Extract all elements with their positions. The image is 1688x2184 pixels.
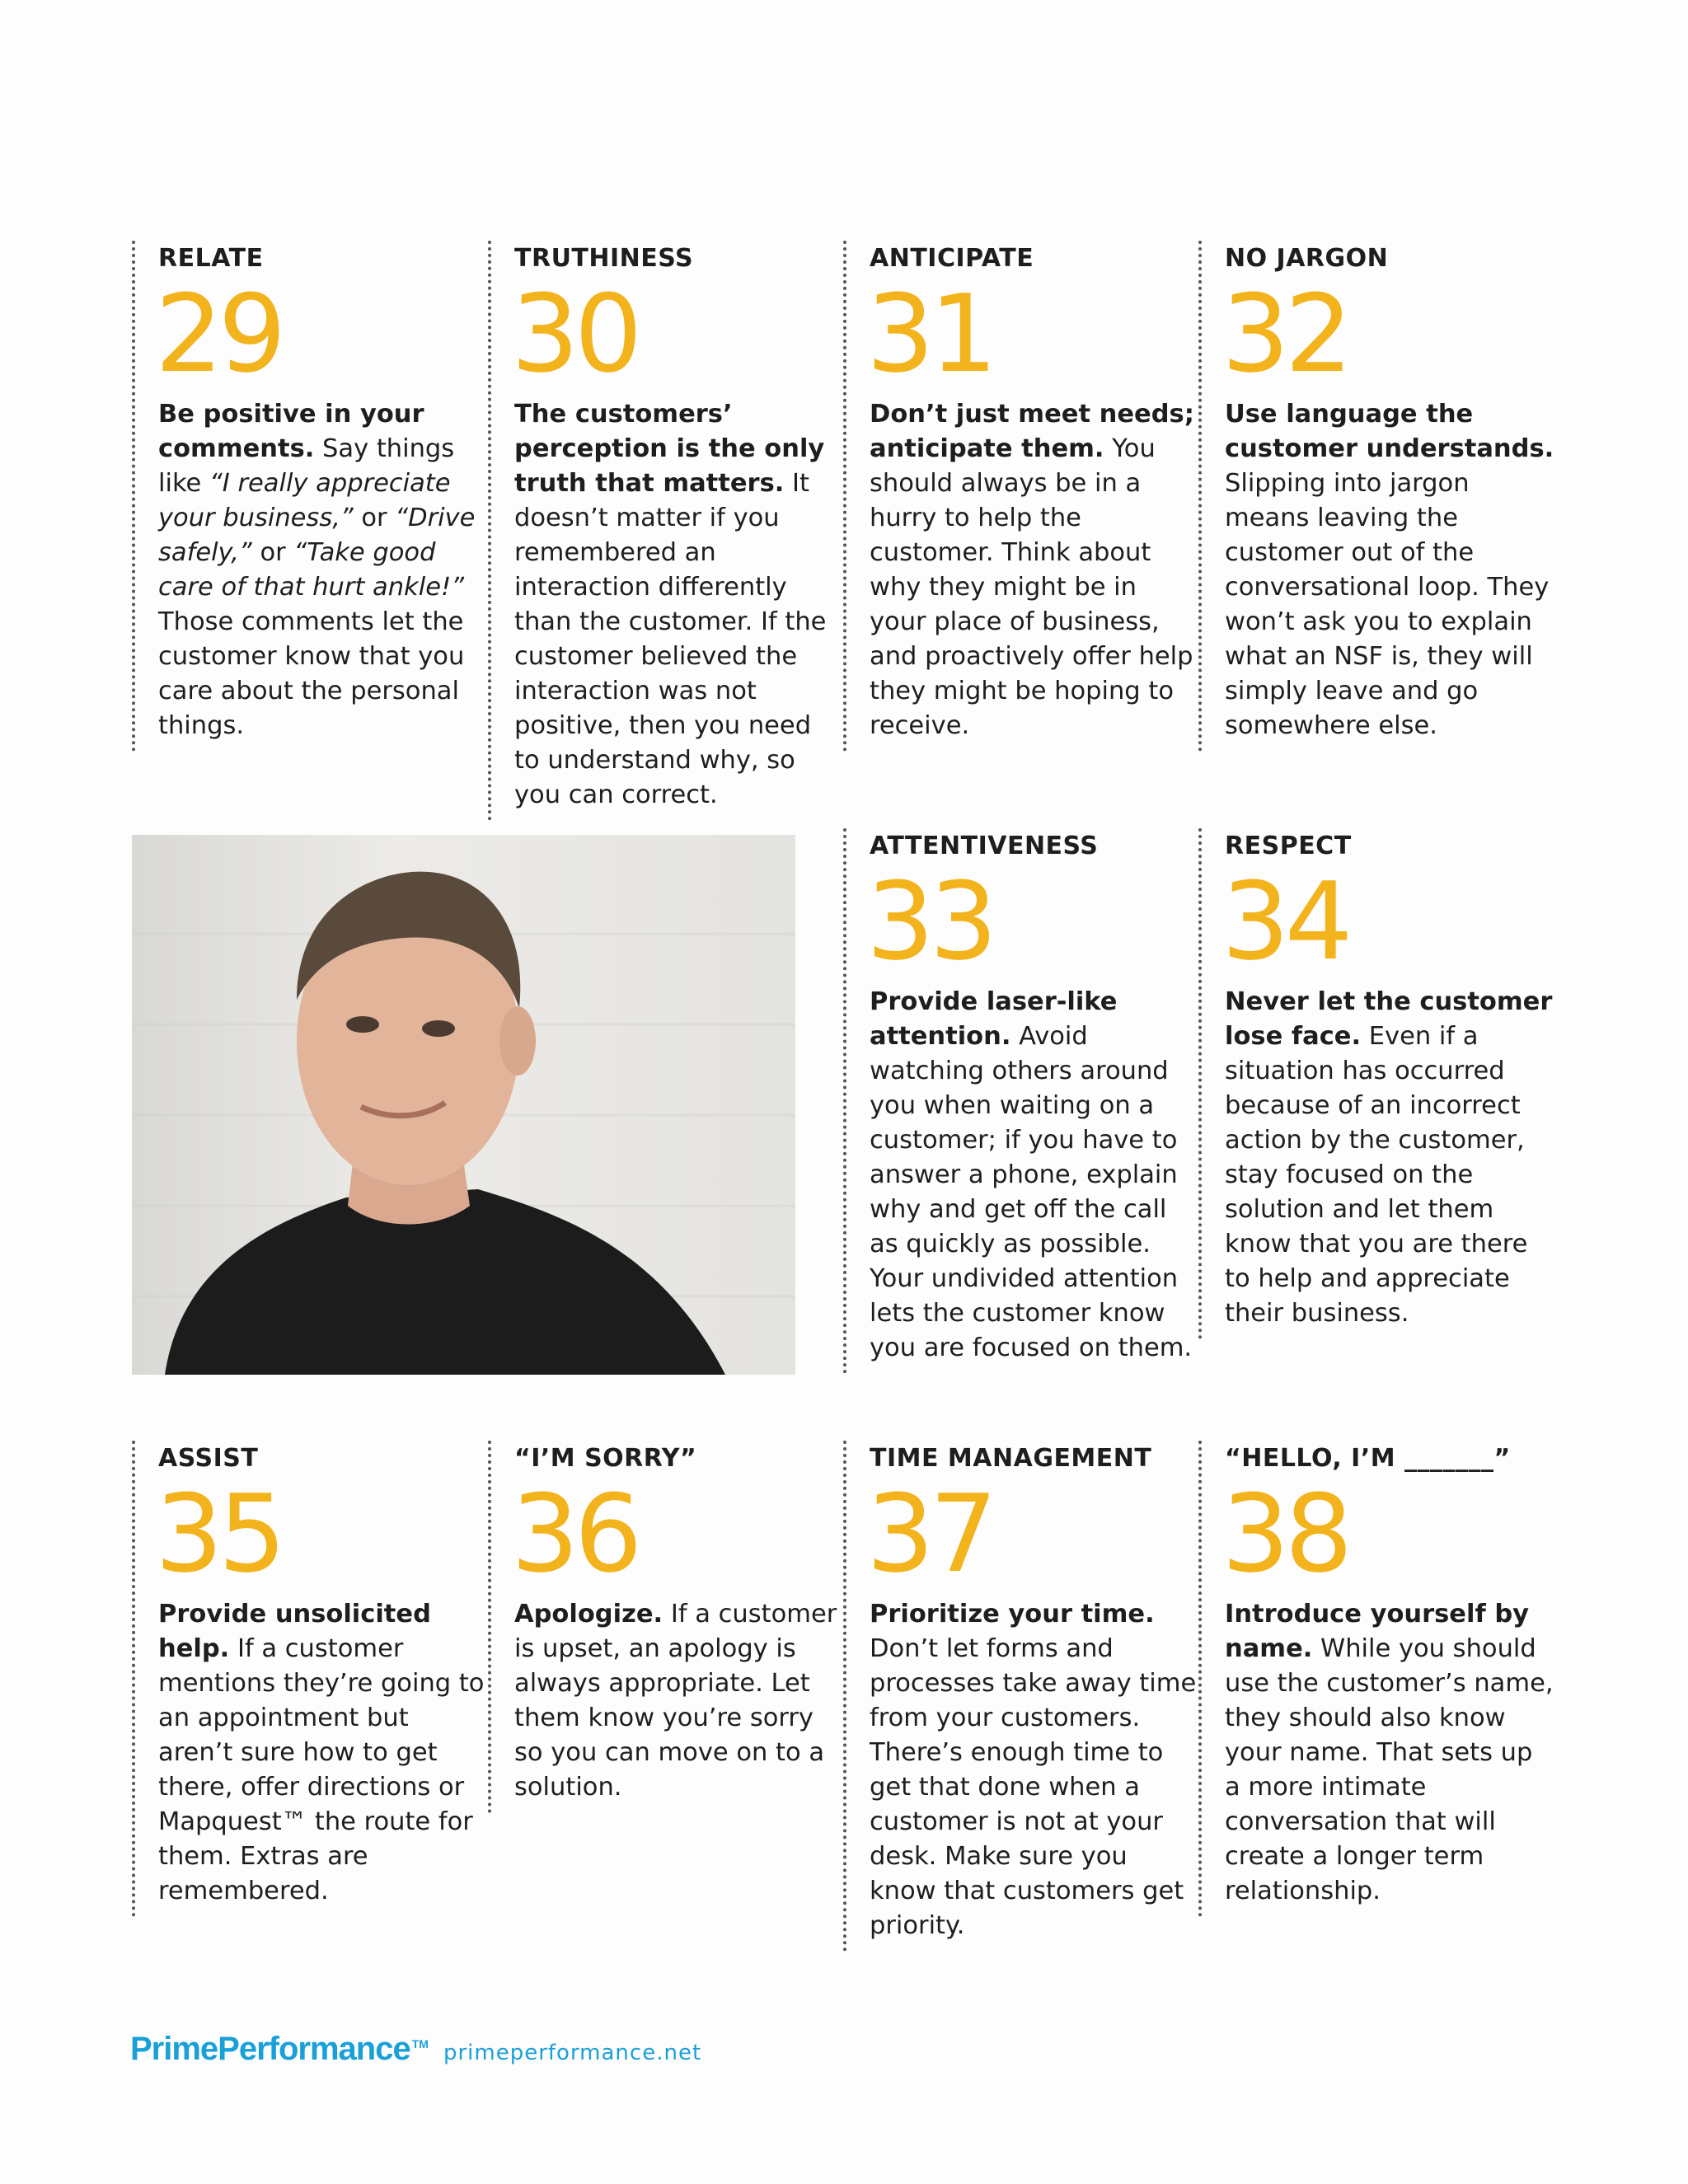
tip-title: ATTENTIVENESS	[870, 832, 1099, 860]
tip-text: Slipping into jargon means leaving the customer out of the conversational loop. They won’t ask you to explain what an NSF is, they will simply leave and go somewhere else.	[1225, 469, 1550, 740]
tip-36	[488, 1441, 844, 1813]
portrait-illustration	[132, 835, 795, 1375]
tip-lead: Be positive in your comments.	[158, 400, 424, 463]
tip-title: ANTICIPATE	[870, 244, 1034, 273]
tip-body	[158, 397, 488, 752]
footer	[130, 2031, 701, 2068]
tip-31	[843, 241, 1199, 752]
website-link[interactable]: primeperformance.net	[443, 2041, 702, 2065]
tip-text: Even if a situation has occurred because of an incorrect action by the customer, stay focused on the solution and let them know that you are there to help and appreciate their business.	[1225, 1022, 1528, 1328]
tip-number: 36	[511, 1471, 638, 1596]
tip-quote: “I really appreciate your business,”	[158, 469, 451, 532]
tip-title: “I’M SORRY”	[514, 1444, 697, 1473]
tip-number: 37	[866, 1471, 993, 1596]
tip-title: ASSIST	[158, 1444, 259, 1473]
tip-body	[1225, 1597, 1554, 1917]
tip-lead: Use language the customer understands.	[1225, 400, 1554, 463]
tip-32	[1198, 241, 1554, 752]
tip-text: If a customer is upset, an apology is always appropriate. Let them know you’re sorry so you can move on to a solution.	[514, 1600, 837, 1802]
tip-quote: “Drive safely,”	[158, 504, 476, 567]
brand-name: PrimePerformance	[130, 2031, 410, 2067]
tip-text: or	[353, 504, 396, 532]
tip-lead: Prioritize your time.	[870, 1600, 1155, 1629]
tip-33	[843, 828, 1199, 1374]
tip-text: Don’t let forms and processes take away time from your customers. There’s enough time to get that done when a customer is not at your desk. Make sure you know that customers get priority.	[870, 1634, 1197, 1940]
tip-title: “HELLO, I’M _______”	[1225, 1444, 1511, 1473]
tip-body	[870, 397, 1199, 752]
tip-number: 38	[1221, 1471, 1348, 1596]
tip-number: 30	[511, 271, 638, 396]
tip-38	[1198, 1441, 1554, 1917]
tip-29	[132, 241, 488, 752]
tip-body	[514, 397, 844, 821]
tip-text: If a customer mentions they’re going to an appointment but aren’t sure how to get there, offer directions or Mapquest™ the route for them. Extras are remembered.	[158, 1634, 485, 1905]
tip-text: You should always be in a hurry to help the customer. Think about why they might be in your place of business, and proactively offer help they might be hoping to receive.	[870, 434, 1193, 740]
tip-30	[488, 241, 844, 821]
tip-number: 32	[1221, 271, 1348, 396]
portrait-photo	[132, 835, 795, 1375]
tip-title: RELATE	[158, 244, 264, 273]
tip-number: 34	[1221, 859, 1348, 984]
tip-body	[1225, 985, 1554, 1339]
tip-37	[843, 1441, 1199, 1952]
tip-body	[158, 1597, 488, 1917]
tip-text: It doesn’t matter if you remembered an interaction differently than the customer. If the customer believed the interaction was not positive, then you need to understand why, so you can correct.	[514, 469, 827, 809]
tip-text: or	[251, 538, 294, 567]
tip-text: Say things like	[158, 434, 455, 498]
tip-quote: “Take good care of that hurt ankle!”	[158, 538, 464, 602]
tip-number: 29	[155, 271, 282, 396]
tip-number: 31	[866, 271, 993, 396]
tip-body	[514, 1597, 844, 1813]
tip-lead: The customers’ perception is the only truth that matters.	[514, 400, 825, 498]
tip-34	[1198, 828, 1554, 1339]
tip-text: Avoid watching others around you when waiting on a customer; if you have to answer a phone, explain why and get off the call as quickly as possible. Your undivided attention lets the customer know you are focused on them.	[870, 1022, 1193, 1362]
brand-logo	[130, 2031, 429, 2068]
tip-text: While you should use the customer’s name, they should also know your name. That sets up a more intimate conversation that will create a longer term relationship.	[1225, 1634, 1554, 1905]
tip-body	[870, 1597, 1199, 1952]
tip-title: RESPECT	[1225, 832, 1352, 860]
tip-number: 33	[866, 859, 993, 984]
tip-number: 35	[155, 1471, 282, 1596]
tip-lead: Don’t just meet needs; anticipate them.	[870, 400, 1194, 463]
tip-lead: Provide laser-like attention.	[870, 987, 1118, 1051]
tip-title: NO JARGON	[1225, 244, 1389, 273]
tip-35	[132, 1441, 488, 1917]
tip-lead: Apologize.	[514, 1600, 663, 1629]
trademark-mark: TM	[411, 2036, 429, 2050]
tip-body	[1225, 397, 1554, 752]
tip-text: Those comments let the customer know that you care about the personal things.	[158, 607, 465, 740]
tip-lead: Never let the customer lose face.	[1225, 987, 1553, 1051]
tip-lead: Introduce yourself by name.	[1225, 1600, 1530, 1663]
tip-body	[870, 985, 1199, 1374]
tip-lead: Provide unsolicited help.	[158, 1600, 431, 1663]
tip-title: TRUTHINESS	[514, 244, 694, 273]
tip-title: TIME MANAGEMENT	[870, 1444, 1152, 1473]
